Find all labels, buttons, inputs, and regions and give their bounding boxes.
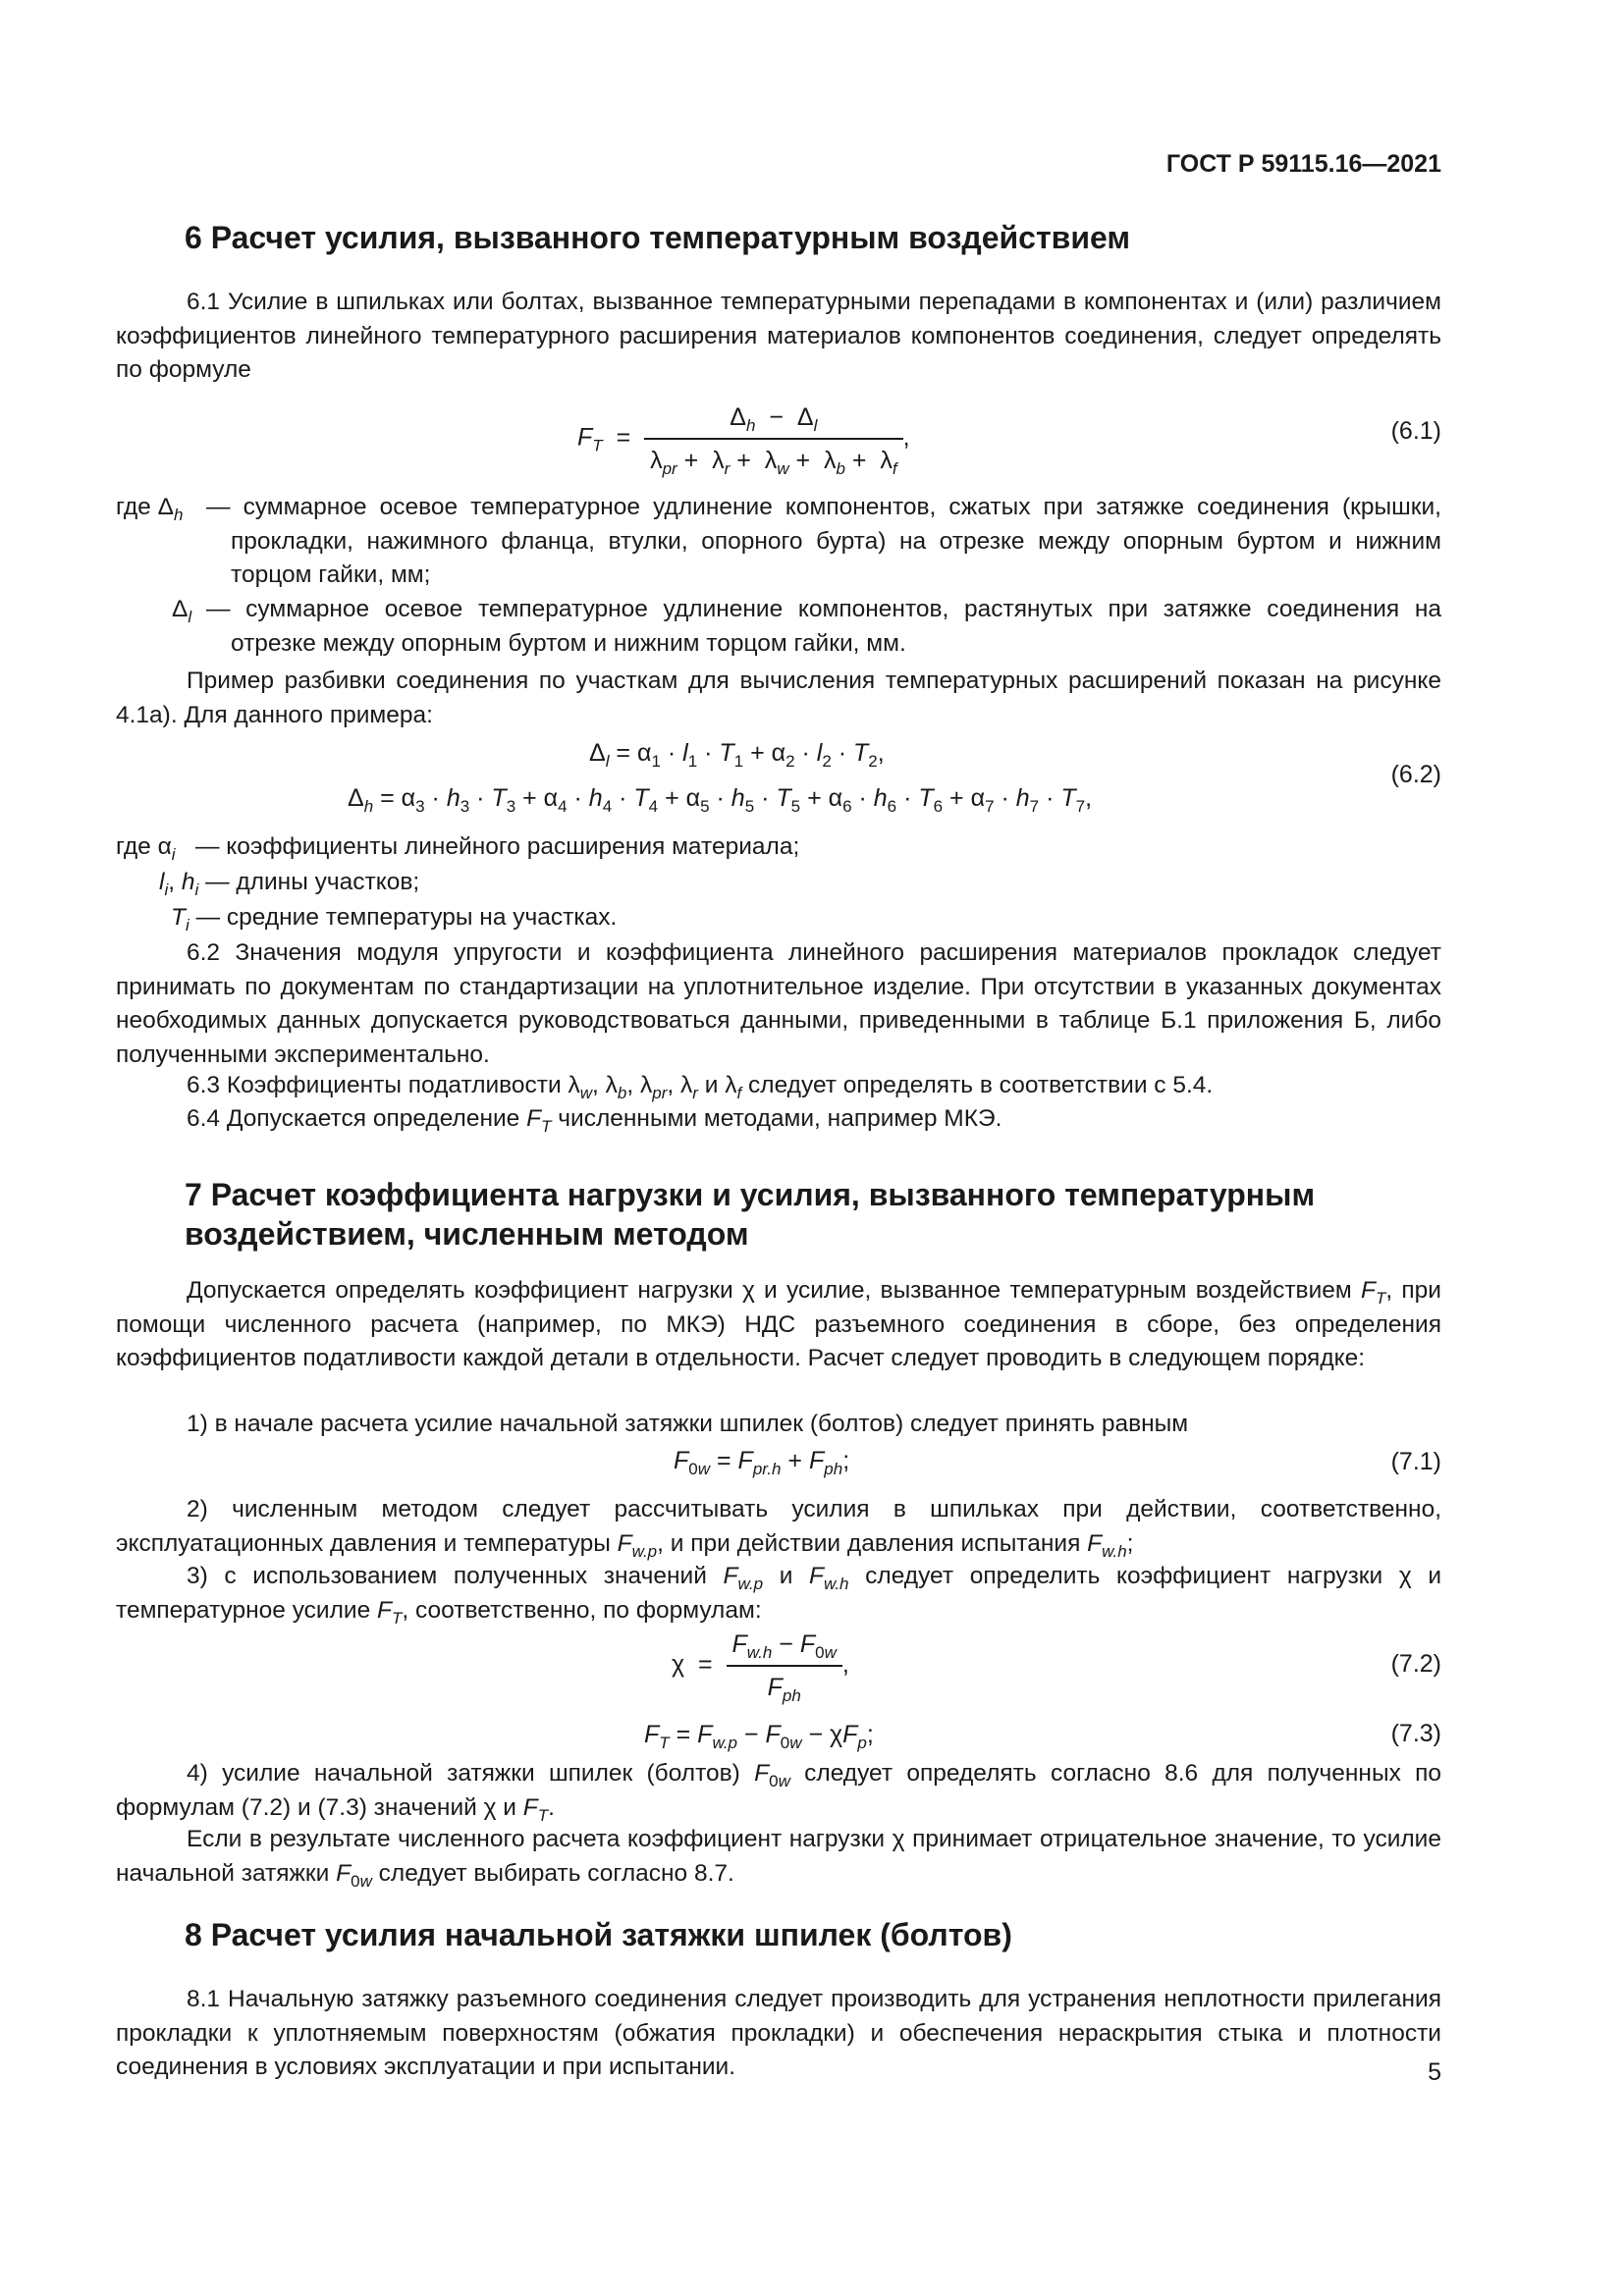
equation-6-2-line-1: $\Delta_l = \alpha_1 \cdot l_1 \cdot T_1 + \alpha_2 \cdot l_2 \cdot T_2$, <box>589 739 885 771</box>
legend-delta-l-symbol: $\Delta_l$ <box>172 596 192 626</box>
paragraph-step-3: 3) с использованием полученных значений $F_{w.p}$ и $F_{w.h}$ следует определить коэффициент нагрузки χ и температурное усилие $F_T$, соответственно, по формулам: <box>116 1563 1442 1628</box>
legend-temperatures: $T_i$ — средние температуры на участках. <box>171 904 618 934</box>
paragraph-7-intro: Допускается определять коэффициент нагрузки χ и усилие, вызванное температурным воздействием $F_T$, при помощи численного расчета (например, по МКЭ) НДС разъемного соединения в сборе, без определения коэффициентов податливости каждой детали в отдельности. Расчет следует проводить в следующем порядке: <box>116 1277 1441 1371</box>
legend-delta-h: — суммарное осевое температурное удлинение компонентов, сжатых при затяжке соединения (крышки, прокладки, нажимного фланца, втулки, опорного бурта) на отрезке между опорным буртом и нижним торцом гайки, мм; <box>206 494 1441 588</box>
page-number: 5 <box>1428 2058 1441 2086</box>
equation-number-7-1: (7.1) <box>1390 1448 1441 1475</box>
paragraph-6-3: 6.3 Коэффициенты податливости $\lambda_w$, $\lambda_b$, $\lambda_{pr}$, $\lambda_r$ и $\lambda_f$ следует определять в соответствии с 5.4. <box>187 1072 1214 1102</box>
legend-where-label: где $\Delta_h$ <box>116 494 184 524</box>
equation-6-2-line-2: $\Delta_h = \alpha_3 \cdot h_3 \cdot T_3 + \alpha_4 \cdot h_4 \cdot T_4 + \alpha_5 \cdot h_5 \cdot T_5 + \alpha_6 \cdot h_6 \cdot T_6 + \alpha_7 \cdot h_7 \cdot T_7$, <box>348 784 1093 816</box>
paragraph-negative-chi: Если в результате численного расчета коэффициент нагрузки χ принимает отрицательное значение, то усилие начальной затяжки $F_{0w}$ следует выбирать согласно 8.7. <box>116 1826 1441 1891</box>
paragraph-step-1: 1) в начале расчета усилие начальной затяжки шпилек (болтов) следует принять равным <box>187 1411 1189 1437</box>
document-page <box>116 0 1441 2296</box>
section-7-title: 7 Расчет коэффициента нагрузки и усилия, вызванного температурным воздействием, численным методом <box>185 1177 1316 1252</box>
equation-7-2: χ = $\frac{F_{w.h} - F_{0w}}{F_{ph}}$ , <box>672 1628 849 1704</box>
legend-lengths: $l_i$, $h_i$ — длины участков; <box>159 869 420 899</box>
paragraph-8-1: 8.1 Начальную затяжку разъемного соединения следует производить для устранения неплотности прилегания прокладки к уплотняемым поверхностям (обжатия прокладки) и обеспечения нераскрытия стыка и плотности соединения в условиях эксплуатации и при испытании. <box>116 1986 1441 2080</box>
equation-number-7-2: (7.2) <box>1390 1650 1441 1678</box>
equation-number-6-1: (6.1) <box>1390 417 1441 445</box>
equation-number-6-2: (6.2) <box>1390 761 1441 788</box>
paragraph-example: Пример разбивки соединения по участкам для вычисления температурных расширений показан на рисунке 4.1а). Для данного примера: <box>116 667 1441 728</box>
equation-7-3: $F_T = F_{w.p} - F_{0w} - \chi F_p$; <box>644 1721 874 1752</box>
section-8-title: 8 Расчет усилия начальной затяжки шпилек (болтов) <box>185 1917 1012 1952</box>
paragraph-6-1: 6.1 Усилие в шпильках или болтах, вызванное температурными перепадами в компонентах и (или) различием коэффициентов линейного температурного расширения материалов компонентов соединения, следует определять по формуле <box>116 289 1441 383</box>
document-code: ГОСТ Р 59115.16—2021 <box>1165 150 1441 178</box>
section-6-title: 6 Расчет усилия, вызванного температурным воздействием <box>185 220 1131 255</box>
paragraph-step-2: 2) численным методом следует рассчитывать усилия в шпильках при действии, соответственно, эксплуатационных давления и температуры $F_{w.p}$, и при действии давления испытания $F_{w.h}$; <box>116 1496 1441 1561</box>
legend-alpha: где $\alpha_i$ — коэффициенты линейного расширения материала; <box>116 833 800 864</box>
equation-number-7-3: (7.3) <box>1390 1720 1441 1747</box>
paragraph-step-4: 4) усилие начальной затяжки шпилек (болтов) $F_{0w}$ следует определять согласно 8.6 для полученных по формулам (7.2) и (7.3) значений χ и $F_T$. <box>116 1760 1441 1825</box>
equation-7-1: $F_{0w} = F_{pr.h} + F_{ph}$; <box>674 1447 850 1478</box>
paragraph-6-2: 6.2 Значения модуля упругости и коэффициента линейного расширения материалов прокладок следует принимать по документам по стандартизации на уплотнительное изделие. При отсутствии в указанных документах необходимых данных допускается руководствоваться данными, приведенными в таблице Б.1 приложения Б, либо полученными экспериментально. <box>116 939 1441 1068</box>
paragraph-6-4: 6.4 Допускается определение $F_T$ численными методами, например МКЭ. <box>187 1105 1002 1136</box>
legend-delta-l: — суммарное осевое температурное удлинение компонентов, растянутых при затяжке соединения на отрезке между опорным буртом и нижним торцом гайки, мм. <box>206 596 1441 657</box>
equation-6-1: $F_T$ = $\frac{\Delta_h - \Delta_l}{\lambda_{pr} + \lambda_r + \lambda_w + \lambda_b + \lambda_f}$ , <box>577 400 910 477</box>
